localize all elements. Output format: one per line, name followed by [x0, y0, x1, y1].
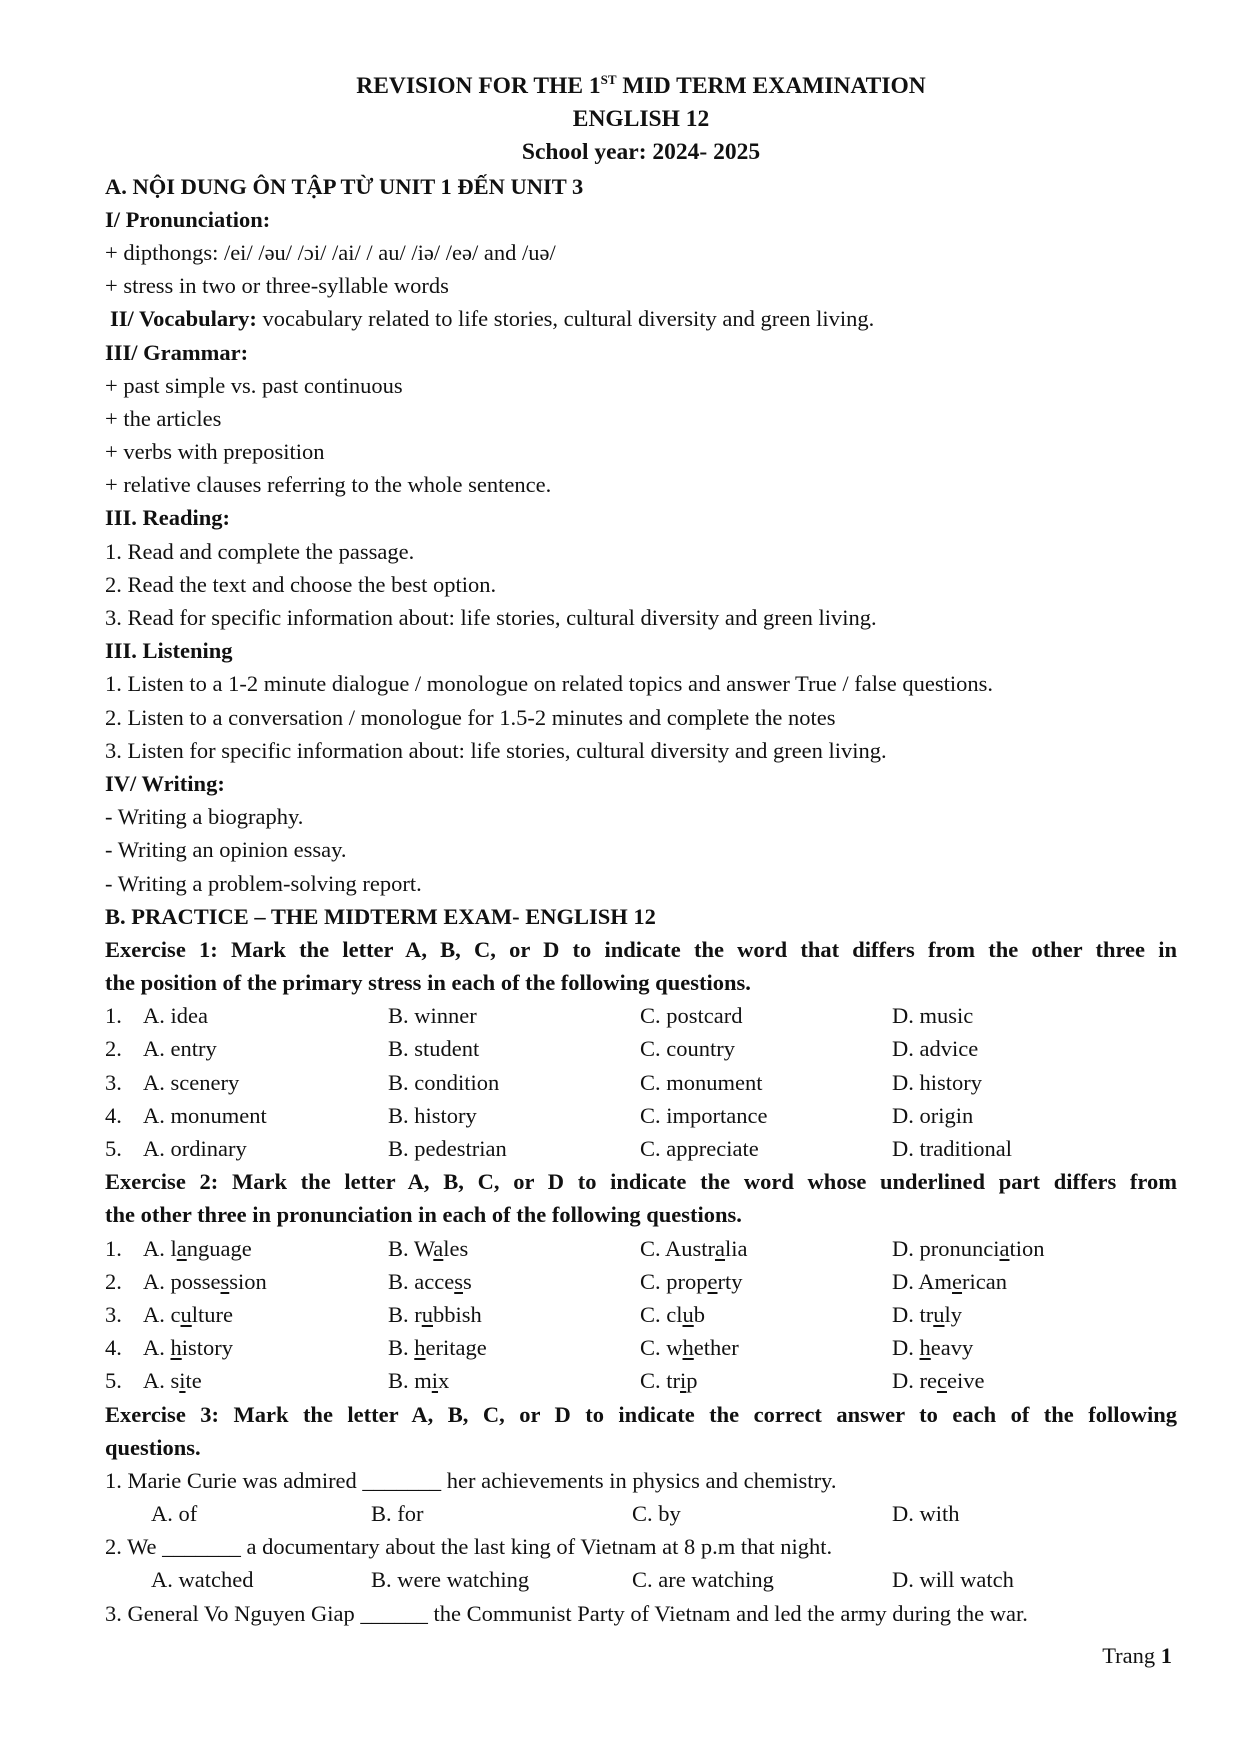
question-number: 4.	[105, 1102, 122, 1128]
option-a: A. possession	[143, 1268, 267, 1294]
writing-heading: IV/ Writing:	[105, 770, 225, 796]
reading-item: 1. Read and complete the passage.	[105, 538, 415, 564]
exercise2-question	[105, 1298, 1177, 1331]
question-number: 4.	[105, 1335, 122, 1361]
option-a: A. site	[143, 1368, 202, 1394]
exercise3-options	[105, 1497, 1177, 1530]
reading-heading: III. Reading:	[105, 505, 231, 531]
underlined-part: u	[180, 1301, 192, 1327]
underlined-part: u	[933, 1301, 945, 1327]
exercise1-instruction: Exercise 1: Mark the letter A, B, C, or D to indicate the word that differs from the other three in	[105, 936, 1177, 962]
option-a: A. monument	[143, 1102, 267, 1128]
option-c: C. country	[640, 1036, 735, 1062]
pronunciation-item: + stress in two or three-syllable words	[105, 273, 449, 299]
school-year: School year: 2024- 2025	[521, 139, 761, 166]
listening-item: 3. Listen for specific information about: life stories, cultural diversity and green living.	[105, 737, 887, 763]
page-label: Trang	[1102, 1643, 1161, 1668]
exercise3-options	[105, 1563, 1177, 1596]
option-b: B. student	[388, 1036, 480, 1062]
option-d: D. origin	[892, 1102, 974, 1128]
option-a: A. entry	[143, 1036, 217, 1062]
option-d: D. music	[892, 1003, 974, 1029]
exercise2-question	[105, 1364, 1177, 1397]
underlined-part: a	[715, 1235, 726, 1261]
grammar-item: + verbs with preposition	[105, 439, 325, 465]
document-title: REVISION FOR THE 1ST MID TERM EXAMINATION	[356, 72, 926, 99]
grammar-heading: III/ Grammar:	[105, 339, 249, 365]
exercise1-question	[105, 1099, 1177, 1132]
question-number: 3.	[105, 1069, 122, 1095]
exercise2-question	[105, 1331, 1177, 1364]
vocabulary-text: vocabulary related to life stories, cultural diversity and green living.	[256, 306, 875, 332]
underlined-part: s	[220, 1268, 230, 1294]
underlined-part: h	[170, 1335, 182, 1361]
underlined-part: e	[952, 1268, 963, 1294]
option-c: C. whether	[640, 1335, 739, 1361]
exercise2-question	[105, 1232, 1177, 1265]
option-b: B. rubbish	[388, 1301, 482, 1327]
exercise1-question	[105, 999, 1177, 1032]
question-number: 1.	[105, 1235, 122, 1261]
option-c: C. by	[632, 1501, 681, 1527]
question-number: 5.	[105, 1368, 122, 1394]
option-b: B. access	[388, 1268, 472, 1294]
exercise1-question	[105, 1132, 1177, 1165]
option-b: B. pedestrian	[388, 1136, 507, 1161]
reading-item: 3. Read for specific information about: life stories, cultural diversity and green living.	[105, 605, 877, 630]
listening-item: 1. Listen to a 1-2 minute dialogue / monologue on related topics and answer True / false questions.	[105, 671, 993, 697]
option-d: D. advice	[892, 1036, 979, 1062]
underlined-part: s	[454, 1268, 463, 1294]
grammar-item: + relative clauses referring to the whole sentence.	[105, 472, 552, 498]
pronunciation-heading: I/ Pronunciation:	[105, 206, 271, 232]
page-footer	[1102, 1643, 1172, 1669]
question-number: 2.	[105, 1268, 122, 1294]
option-c: C. club	[640, 1301, 705, 1327]
writing-item: - Writing a problem-solving report.	[105, 870, 422, 896]
underlined-part: u	[421, 1301, 433, 1327]
underlined-part: a	[999, 1235, 1010, 1261]
underlined-part: h	[414, 1335, 426, 1361]
option-b: B. mix	[388, 1368, 450, 1394]
document-subtitle: ENGLISH 12	[572, 106, 710, 133]
underlined-part: e	[707, 1268, 718, 1294]
exercise3-instruction: Exercise 3: Mark the letter A, B, C, or D to indicate the correct answer to each of the following	[105, 1401, 1177, 1427]
exercise1-question	[105, 1066, 1177, 1099]
page-number: 1	[1160, 1643, 1172, 1668]
exercise1-question	[105, 1032, 1177, 1065]
option-b: B. history	[388, 1102, 477, 1128]
vocabulary-heading: II/ Vocabulary:	[110, 306, 257, 332]
vocabulary-line	[105, 302, 1177, 335]
question-number: 1.	[105, 1003, 122, 1029]
question-number: 5.	[105, 1136, 122, 1161]
option-d: D. heavy	[892, 1335, 974, 1361]
underlined-part: i	[680, 1368, 687, 1394]
question-number: 3.	[105, 1301, 122, 1327]
underlined-part: i	[179, 1368, 186, 1394]
option-a: A. history	[143, 1335, 234, 1361]
option-a: A. watched	[151, 1567, 254, 1593]
document-page	[105, 70, 1177, 1630]
underlined-part: h	[919, 1335, 931, 1361]
section-b-heading: B. PRACTICE – THE MIDTERM EXAM- ENGLISH 12	[105, 903, 656, 929]
exercise2-instruction-cont: the other three in pronunciation in each of the following questions.	[105, 1202, 742, 1228]
underlined-part: c	[936, 1368, 947, 1394]
option-c: C. Australia	[640, 1235, 748, 1261]
option-b: B. condition	[388, 1069, 500, 1095]
option-b: B. Wales	[388, 1235, 469, 1261]
listening-heading: III. Listening	[105, 638, 233, 664]
option-a: A. scenery	[143, 1069, 240, 1095]
option-c: C. appreciate	[640, 1136, 759, 1161]
question-number: 2.	[105, 1036, 122, 1062]
option-d: D. history	[892, 1069, 982, 1095]
option-b: B. for	[371, 1501, 424, 1527]
option-c: C. monument	[640, 1069, 763, 1095]
option-d: D. receive	[892, 1368, 985, 1394]
option-c: C. postcard	[640, 1003, 743, 1029]
option-d: D. traditional	[892, 1136, 1012, 1161]
option-d: D. American	[892, 1268, 1007, 1294]
pronunciation-item: + dipthongs: /ei/ /əu/ /ɔi/ /ai/ / au/ /iə/ /eə/ and /uə/	[105, 239, 556, 265]
exercise3-question-stem: 3. General Vo Nguyen Giap ______ the Communist Party of Vietnam and led the army during the war.	[105, 1600, 1028, 1626]
option-b: B. winner	[388, 1003, 477, 1029]
exercise2-question	[105, 1265, 1177, 1298]
underlined-part: a	[433, 1235, 444, 1261]
option-d: D. truly	[892, 1301, 963, 1327]
option-d: D. will watch	[892, 1567, 1014, 1593]
listening-item: 2. Listen to a conversation / monologue for 1.5-2 minutes and complete the notes	[105, 704, 836, 730]
exercise1-instruction-cont: the position of the primary stress in each of the following questions.	[105, 970, 751, 996]
option-d: D. with	[892, 1501, 960, 1527]
option-c: C. trip	[640, 1368, 698, 1394]
writing-item: - Writing a biography.	[105, 804, 304, 830]
option-c: C. importance	[640, 1102, 768, 1128]
underlined-part: h	[682, 1335, 694, 1361]
option-a: A. culture	[143, 1301, 233, 1327]
underlined-part: i	[431, 1368, 439, 1394]
underlined-part: a	[176, 1235, 187, 1261]
grammar-item: + the articles	[105, 405, 222, 431]
option-a: A. of	[151, 1501, 198, 1527]
reading-item: 2. Read the text and choose the best option.	[105, 571, 497, 597]
option-b: B. were watching	[371, 1567, 530, 1593]
exercise3-question-stem: 1. Marie Curie was admired _______ her achievements in physics and chemistry.	[105, 1467, 837, 1493]
grammar-item: + past simple vs. past continuous	[105, 372, 403, 398]
option-a: A. ordinary	[143, 1136, 247, 1161]
option-a: A. idea	[143, 1003, 208, 1029]
option-c: C. are watching	[632, 1567, 774, 1593]
writing-item: - Writing an opinion essay.	[105, 837, 347, 863]
underlined-part: u	[682, 1301, 694, 1327]
exercise3-question-stem: 2. We _______ a documentary about the last king of Vietnam at 8 p.m that night.	[105, 1534, 833, 1560]
option-d: D. pronunciation	[892, 1235, 1045, 1261]
option-a: A. language	[143, 1235, 252, 1261]
exercise3-instruction-cont: questions.	[105, 1434, 201, 1460]
option-b: B. heritage	[388, 1335, 487, 1361]
section-a-heading: A. NỘI DUNG ÔN TẬP TỪ UNIT 1 ĐẾN UNIT 3	[105, 173, 584, 199]
exercise2-instruction: Exercise 2: Mark the letter A, B, C, or D to indicate the word whose underlined part differs from	[105, 1169, 1177, 1195]
option-c: C. property	[640, 1268, 743, 1294]
